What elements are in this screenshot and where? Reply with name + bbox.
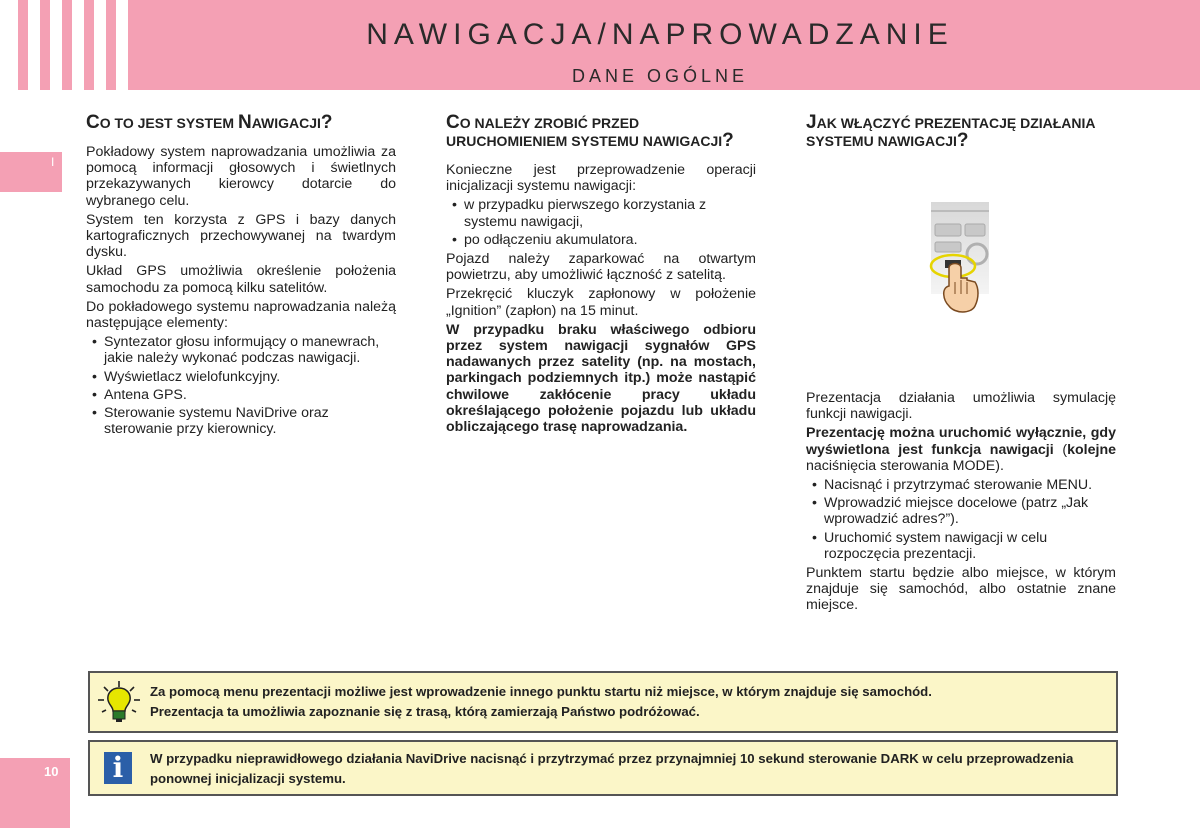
page-number: 10 [44, 764, 59, 779]
lightbulb-icon [96, 679, 142, 725]
paragraph: Pojazd należy zaparkować na otwartym powietrzu, aby umożliwić łączność z satelitą. [446, 251, 756, 284]
section-heading: CO TO JEST SYSTEM NAWIGACJI? [86, 112, 333, 133]
stripe [62, 0, 72, 90]
tip-line: Prezentacja ta umożliwia zapoznanie się z trasą, którą zamierzają Państwo podróżować. [150, 704, 700, 719]
demo-steps-list [806, 477, 1116, 562]
page-header [140, 0, 1200, 90]
column-demo-mode [806, 114, 1116, 617]
hand-press-illustration [921, 202, 1031, 332]
stripe [84, 0, 94, 90]
stripe [18, 0, 28, 90]
page-title: NAWIGACJA/NAPROWADZANIE [366, 18, 954, 51]
list-item: • Sterowanie systemu NaviDrive oraz sterowanie przy kierownicy. [104, 405, 396, 437]
stripe [40, 0, 50, 90]
list-item: • Antena GPS. [104, 387, 396, 403]
stripe [106, 0, 116, 90]
list-item: • w przypadku pierwszego korzystania z systemu nawigacji, [464, 197, 756, 229]
info-box [88, 740, 1118, 796]
list-item: • Syntezator głosu informujący o manewrach, jakie należy wykonać podczas nawigacji. [104, 334, 396, 366]
list-item: • po odłączeniu akumulatora. [464, 232, 756, 248]
page-subtitle: DANE OGÓLNE [571, 66, 749, 86]
paragraph: Przekręcić kluczyk zapłonowy w położenie „Ignition” (zapłon) na 15 minut. [446, 286, 756, 319]
warning-paragraph: W przypadku braku właściwego odbioru przez system nawigacji sygnałów GPS nadawanych przez satelity (np. na mostach, parkingach podziemnych itp.) może nastąpić chwilowe zakłócenie pracy układu określającego położenie pojazdu lub układu obliczającego trasę naprowadzania. [446, 321, 756, 436]
column-before-start [446, 114, 756, 438]
tip-text [150, 682, 1108, 722]
stripe [128, 0, 140, 90]
paragraph: Do pokładowego systemu naprowadzania należą następujące elementy: [86, 298, 396, 332]
paragraph: System ten korzysta z GPS i bazy danych kartograficznych przechowywanej na twardym dysku. [86, 211, 396, 261]
section-heading: JAK WŁĄCZYĆ PREZENTACJĘ DZIAŁANIA SYSTEMU NAWIGACJI? [806, 112, 1096, 151]
list-item: • Wyświetlacz wielofunkcyjny. [104, 369, 396, 385]
component-list [86, 334, 396, 437]
chapter-tab-label: I [51, 155, 55, 169]
paragraph: Punktem startu będzie albo miejsce, w którym znajduje się samochód, albo ostatnie znane miejsce. [806, 565, 1116, 614]
page-corner [0, 758, 70, 828]
paragraph: Prezentację można uruchomić wyłącznie, gdy wyświetlona jest funkcja nawigacji (kolejne naciśnięcia sterowania MODE). [806, 425, 1116, 474]
tip-line: Za pomocą menu prezentacji możliwe jest wprowadzenie innego punktu startu niż miejsce, w którym znajduje się samochód. [150, 684, 932, 699]
chapter-tab [0, 152, 62, 192]
paragraph: Pokładowy system naprowadzania umożliwia za pomocą informacji głosowych i świetlnych przekazywanych kierowcy dotarcie do wybranego celu. [86, 144, 396, 209]
list-item: • Nacisnąć i przytrzymać sterowanie MENU. [824, 477, 1116, 493]
header-stripes [0, 0, 140, 90]
list-item: • Uruchomić system nawigacji w celu rozpoczęcia prezentacji. [824, 530, 1116, 562]
column-what-is-navigation [86, 114, 396, 440]
paragraph: Układ GPS umożliwia określenie położenia samochodu za pomocą kilku satelitów. [86, 263, 396, 296]
paragraph: Konieczne jest przeprowadzenie operacji inicjalizacji systemu nawigacji: [446, 162, 756, 195]
section-heading: CO NALEŻY ZROBIĆ PRZED URUCHOMIENIEM SYSTEMU NAWIGACJI? [446, 112, 734, 151]
info-icon: i [104, 752, 132, 784]
init-list [446, 197, 756, 248]
info-text: W przypadku nieprawidłowego działania NaviDrive nacisnąć i przytrzymać przez przynajmniej 10 sekund sterowanie DARK w celu przeprowadzenia ponownej inicjalizacji systemu. [150, 751, 1074, 786]
tip-box [88, 671, 1118, 733]
paragraph: Prezentacja działania umożliwia symulację funkcji nawigacji. [806, 390, 1116, 423]
list-item: • Wprowadzić miejsce docelowe (patrz „Jak wprowadzić adres?”). [824, 495, 1116, 527]
